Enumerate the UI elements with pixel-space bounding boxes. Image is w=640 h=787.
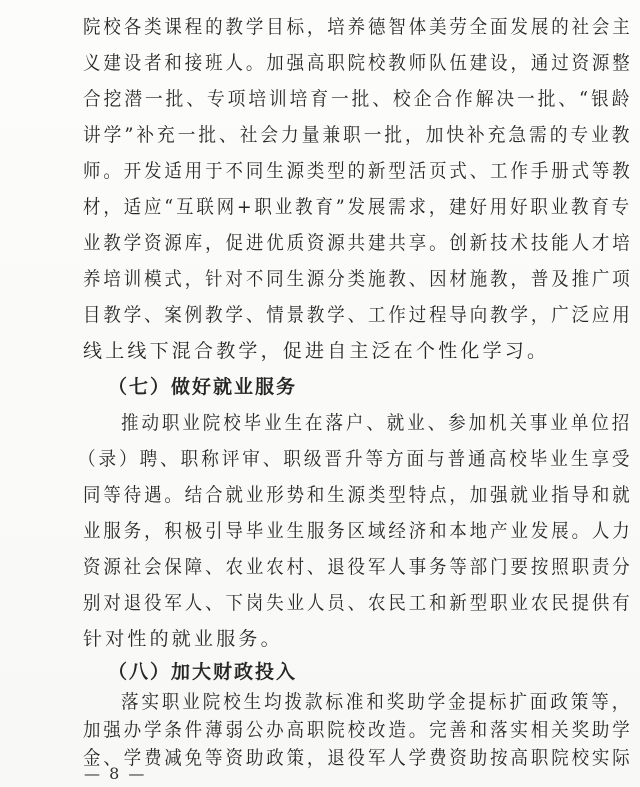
body-text-line: 讲学”补充一批、社会力量兼职一批，加快补充急需的专业教: [83, 124, 633, 146]
body-text-line: 加强办学条件薄弱公办高职院校改造。完善和落实相关奖助学: [83, 719, 633, 741]
body-text-line: 针对性的就业服务。: [83, 628, 283, 650]
body-text-line: 线上线下混合教学，促进自主泛在个性化学习。: [83, 340, 550, 362]
body-text-line: 目教学、案例教学、情景教学、工作过程导向教学，广泛应用: [83, 304, 633, 326]
body-text-line: 推动职业院校毕业生在落户、就业、参加机关事业单位招: [121, 412, 633, 434]
body-text-line: 资源社会保障、农业农村、退役军人事务等部门要按照职责分: [83, 556, 633, 578]
body-text-line: （录）聘、职称评审、职级晋升等方面与普通高校毕业生享受: [78, 448, 633, 470]
body-text-line: 金、学费减免等资助政策，退役军人学费资助按高职院校实际: [83, 747, 633, 769]
section-heading-8: （八）加大财政投入: [108, 661, 298, 683]
body-text-line: 别对退役军人、下岗失业人员、农民工和新型职业农民提供有: [83, 592, 633, 614]
body-text-line: 业服务，积极引导毕业生服务区域经济和本地产业发展。人力: [83, 520, 633, 542]
body-text-line: 师。开发适用于不同生源类型的新型活页式、工作手册式等教: [83, 160, 633, 182]
section-heading-7: （七）做好就业服务: [108, 376, 298, 398]
body-text-line: 同等待遇。结合就业形势和生源类型特点，加强就业指导和就: [83, 484, 633, 506]
body-text-line: 落实职业院校生均拨款标准和奖助学金提标扩面政策等，: [121, 691, 633, 713]
body-text-line: 养培训模式，针对不同生源分类施教、因材施教，普及推广项: [83, 268, 633, 290]
body-text-line: 业教学资源库，促进优质资源共建共享。创新技术技能人才培: [83, 232, 633, 254]
body-text-line: 材，适应“互联网+职业教育”发展需求，建好用好职业教育专: [83, 196, 632, 218]
page-number: — 8 —: [84, 764, 147, 783]
body-text-line: 院校各类课程的教学目标，培养德智体美劳全面发展的社会主: [83, 16, 633, 38]
body-text-line: 合挖潜一批、专项培训培育一批、校企合作解决一批、“银龄: [83, 88, 633, 110]
body-text-line: 义建设者和接班人。加强高职院校教师队伍建设，通过资源整: [83, 52, 633, 74]
